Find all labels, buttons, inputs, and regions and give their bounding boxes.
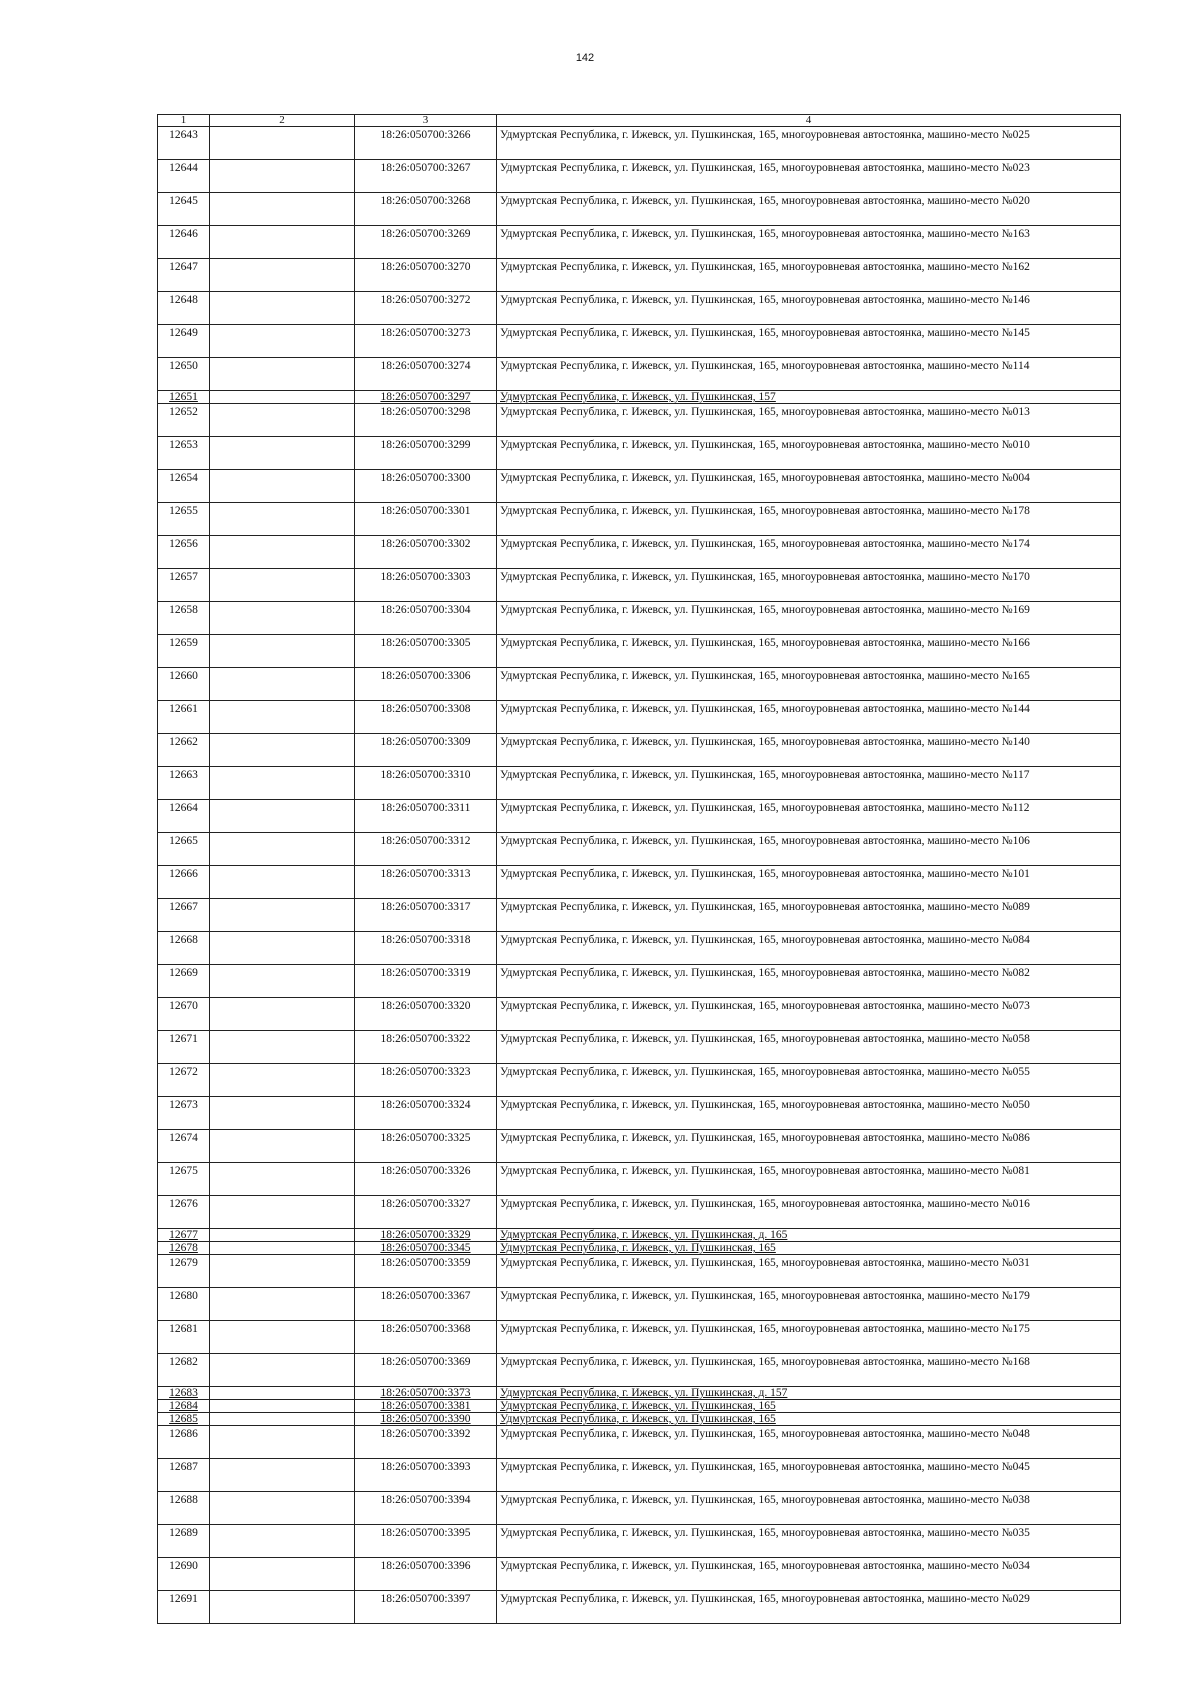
row-number-cell: 12688	[158, 1492, 210, 1525]
table-row	[158, 899, 1121, 932]
cadastral-number-cell: 18:26:050700:3324	[355, 1097, 497, 1130]
address-cell: Удмуртская Республика, г. Ижевск, ул. Пушкинская, 165, многоуровневая автостоянка, машино-место №144	[497, 701, 1121, 734]
table-header	[158, 115, 1121, 127]
cadastral-number-cell: 18:26:050700:3393	[355, 1459, 497, 1492]
table-row	[158, 998, 1121, 1031]
table-row	[158, 701, 1121, 734]
cadastral-number-cell: 18:26:050700:3304	[355, 602, 497, 635]
row-number-cell: 12691	[158, 1591, 210, 1624]
address-cell: Удмуртская Республика, г. Ижевск, ул. Пушкинская, 165	[497, 1413, 1121, 1426]
row-number-cell: 12644	[158, 160, 210, 193]
table-row	[158, 1591, 1121, 1624]
address-cell: Удмуртская Республика, г. Ижевск, ул. Пушкинская, 165, многоуровневая автостоянка, машино-место №013	[497, 404, 1121, 437]
row-number-cell: 12647	[158, 259, 210, 292]
table-row	[158, 127, 1121, 160]
table-row	[158, 404, 1121, 437]
cadastral-number-cell: 18:26:050700:3313	[355, 866, 497, 899]
row-number-cell: 12682	[158, 1354, 210, 1387]
cadastral-number-cell: 18:26:050700:3312	[355, 833, 497, 866]
cadastral-number-cell: 18:26:050700:3368	[355, 1321, 497, 1354]
row-number-cell: 12676	[158, 1196, 210, 1229]
address-cell: Удмуртская Республика, г. Ижевск, ул. Пушкинская, 165, многоуровневая автостоянка, машино-место №010	[497, 437, 1121, 470]
address-cell: Удмуртская Республика, г. Ижевск, ул. Пушкинская, 165, многоуровневая автостоянка, машино-место №174	[497, 536, 1121, 569]
cadastral-number-cell: 18:26:050700:3306	[355, 668, 497, 701]
table-row	[158, 325, 1121, 358]
table-row	[158, 470, 1121, 503]
row-empty-cell	[210, 998, 355, 1031]
row-empty-cell	[210, 391, 355, 404]
table-row	[158, 1196, 1121, 1229]
cadastral-number-cell: 18:26:050700:3395	[355, 1525, 497, 1558]
row-empty-cell	[210, 193, 355, 226]
cadastral-number-cell: 18:26:050700:3270	[355, 259, 497, 292]
cadastral-number-cell: 18:26:050700:3300	[355, 470, 497, 503]
table-row	[158, 1064, 1121, 1097]
address-cell: Удмуртская Республика, г. Ижевск, ул. Пушкинская, 165, многоуровневая автостоянка, машино-место №086	[497, 1130, 1121, 1163]
table-row	[158, 602, 1121, 635]
row-number-cell: 12669	[158, 965, 210, 998]
address-cell: Удмуртская Республика, г. Ижевск, ул. Пушкинская, 165, многоуровневая автостоянка, машино-место №025	[497, 127, 1121, 160]
row-empty-cell	[210, 1130, 355, 1163]
row-number-cell: 12670	[158, 998, 210, 1031]
table-row	[158, 866, 1121, 899]
address-cell: Удмуртская Республика, г. Ижевск, ул. Пушкинская, 165, многоуровневая автостоянка, машино-место №089	[497, 899, 1121, 932]
row-empty-cell	[210, 536, 355, 569]
table-row	[158, 1459, 1121, 1492]
row-empty-cell	[210, 1591, 355, 1624]
address-cell: Удмуртская Республика, г. Ижевск, ул. Пушкинская, 165, многоуровневая автостоянка, машино-место №050	[497, 1097, 1121, 1130]
table-row	[158, 437, 1121, 470]
registry-table	[157, 114, 1121, 1624]
row-number-cell: 12681	[158, 1321, 210, 1354]
address-cell: Удмуртская Республика, г. Ижевск, ул. Пушкинская, 165, многоуровневая автостоянка, машино-место №112	[497, 800, 1121, 833]
row-number-cell: 12649	[158, 325, 210, 358]
table-row	[158, 569, 1121, 602]
cadastral-number-cell: 18:26:050700:3318	[355, 932, 497, 965]
table-row	[158, 635, 1121, 668]
row-number-cell: 12660	[158, 668, 210, 701]
cadastral-number-cell: 18:26:050700:3373	[355, 1387, 497, 1400]
address-cell: Удмуртская Республика, г. Ижевск, ул. Пушкинская, 165, многоуровневая автостоянка, машино-место №166	[497, 635, 1121, 668]
table-row	[158, 1492, 1121, 1525]
row-empty-cell	[210, 866, 355, 899]
row-empty-cell	[210, 160, 355, 193]
table-row	[158, 536, 1121, 569]
address-cell: Удмуртская Республика, г. Ижевск, ул. Пушкинская, 165, многоуровневая автостоянка, машино-место №106	[497, 833, 1121, 866]
row-empty-cell	[210, 767, 355, 800]
row-empty-cell	[210, 833, 355, 866]
address-cell: Удмуртская Республика, г. Ижевск, ул. Пушкинская, 165, многоуровневая автостоянка, машино-место №031	[497, 1255, 1121, 1288]
row-number-cell: 12650	[158, 358, 210, 391]
address-cell: Удмуртская Республика, г. Ижевск, ул. Пушкинская, 165, многоуровневая автостоянка, машино-место №004	[497, 470, 1121, 503]
cadastral-number-cell: 18:26:050700:3319	[355, 965, 497, 998]
row-empty-cell	[210, 734, 355, 767]
address-cell: Удмуртская Республика, г. Ижевск, ул. Пушкинская, 165, многоуровневая автостоянка, машино-место №163	[497, 226, 1121, 259]
table-row	[158, 1558, 1121, 1591]
row-number-cell: 12678	[158, 1242, 210, 1255]
row-number-cell: 12675	[158, 1163, 210, 1196]
row-empty-cell	[210, 292, 355, 325]
cadastral-number-cell: 18:26:050700:3303	[355, 569, 497, 602]
address-cell: Удмуртская Республика, г. Ижевск, ул. Пушкинская, 165, многоуровневая автостоянка, машино-место №073	[497, 998, 1121, 1031]
row-number-cell: 12659	[158, 635, 210, 668]
table-row	[158, 1242, 1121, 1255]
cadastral-number-cell: 18:26:050700:3310	[355, 767, 497, 800]
address-cell: Удмуртская Республика, г. Ижевск, ул. Пушкинская, 165, многоуровневая автостоянка, машино-место №170	[497, 569, 1121, 602]
row-empty-cell	[210, 1196, 355, 1229]
cadastral-number-cell: 18:26:050700:3274	[355, 358, 497, 391]
row-empty-cell	[210, 1558, 355, 1591]
row-empty-cell	[210, 1400, 355, 1413]
cadastral-number-cell: 18:26:050700:3326	[355, 1163, 497, 1196]
cadastral-number-cell: 18:26:050700:3369	[355, 1354, 497, 1387]
row-number-cell: 12664	[158, 800, 210, 833]
row-number-cell: 12645	[158, 193, 210, 226]
page-number: 142	[575, 52, 595, 64]
cadastral-number-cell: 18:26:050700:3299	[355, 437, 497, 470]
column-header-1: 1	[158, 115, 210, 127]
row-number-cell: 12686	[158, 1426, 210, 1459]
address-cell: Удмуртская Республика, г. Ижевск, ул. Пушкинская, 165, многоуровневая автостоянка, машино-место №101	[497, 866, 1121, 899]
row-number-cell: 12672	[158, 1064, 210, 1097]
cadastral-number-cell: 18:26:050700:3298	[355, 404, 497, 437]
row-number-cell: 12667	[158, 899, 210, 932]
table-row	[158, 1163, 1121, 1196]
row-empty-cell	[210, 932, 355, 965]
table-row	[158, 1130, 1121, 1163]
row-number-cell: 12648	[158, 292, 210, 325]
row-empty-cell	[210, 1288, 355, 1321]
row-empty-cell	[210, 602, 355, 635]
row-number-cell: 12658	[158, 602, 210, 635]
address-cell: Удмуртская Республика, г. Ижевск, ул. Пушкинская, 165, многоуровневая автостоянка, машино-место №038	[497, 1492, 1121, 1525]
row-number-cell: 12656	[158, 536, 210, 569]
row-empty-cell	[210, 1525, 355, 1558]
table-row	[158, 1413, 1121, 1426]
address-cell: Удмуртская Республика, г. Ижевск, ул. Пушкинская, 165, многоуровневая автостоянка, машино-место №178	[497, 503, 1121, 536]
row-number-cell: 12687	[158, 1459, 210, 1492]
address-cell: Удмуртская Республика, г. Ижевск, ул. Пушкинская, д. 157	[497, 1387, 1121, 1400]
table-row	[158, 259, 1121, 292]
address-cell: Удмуртская Республика, г. Ижевск, ул. Пушкинская, 165, многоуровневая автостоянка, машино-место №016	[497, 1196, 1121, 1229]
cadastral-number-cell: 18:26:050700:3396	[355, 1558, 497, 1591]
row-empty-cell	[210, 899, 355, 932]
row-empty-cell	[210, 1492, 355, 1525]
table-row	[158, 391, 1121, 404]
address-cell: Удмуртская Республика, г. Ижевск, ул. Пушкинская, 165, многоуровневая автостоянка, машино-место №165	[497, 668, 1121, 701]
header-row	[158, 115, 1121, 127]
address-cell: Удмуртская Республика, г. Ижевск, ул. Пушкинская, 165, многоуровневая автостоянка, машино-место №117	[497, 767, 1121, 800]
table-row	[158, 1426, 1121, 1459]
cadastral-number-cell: 18:26:050700:3297	[355, 391, 497, 404]
cadastral-number-cell: 18:26:050700:3308	[355, 701, 497, 734]
address-cell: Удмуртская Республика, г. Ижевск, ул. Пушкинская, 165, многоуровневая автостоянка, машино-место №162	[497, 259, 1121, 292]
cadastral-number-cell: 18:26:050700:3392	[355, 1426, 497, 1459]
row-empty-cell	[210, 226, 355, 259]
address-cell: Удмуртская Республика, г. Ижевск, ул. Пушкинская, 165, многоуровневая автостоянка, машино-место №035	[497, 1525, 1121, 1558]
cadastral-number-cell: 18:26:050700:3322	[355, 1031, 497, 1064]
cadastral-number-cell: 18:26:050700:3269	[355, 226, 497, 259]
address-cell: Удмуртская Республика, г. Ижевск, ул. Пушкинская, 165, многоуровневая автостоянка, машино-место №140	[497, 734, 1121, 767]
address-cell: Удмуртская Республика, г. Ижевск, ул. Пушкинская, 165, многоуровневая автостоянка, машино-место №145	[497, 325, 1121, 358]
row-number-cell: 12685	[158, 1413, 210, 1426]
row-empty-cell	[210, 701, 355, 734]
row-number-cell: 12684	[158, 1400, 210, 1413]
table-row	[158, 358, 1121, 391]
cadastral-number-cell: 18:26:050700:3320	[355, 998, 497, 1031]
table-row	[158, 1387, 1121, 1400]
table-row	[158, 932, 1121, 965]
row-number-cell: 12651	[158, 391, 210, 404]
address-cell: Удмуртская Республика, г. Ижевск, ул. Пушкинская, 165, многоуровневая автостоянка, машино-место №179	[497, 1288, 1121, 1321]
table-row	[158, 292, 1121, 325]
table-row	[158, 1031, 1121, 1064]
row-empty-cell	[210, 965, 355, 998]
row-number-cell: 12668	[158, 932, 210, 965]
cadastral-number-cell: 18:26:050700:3359	[355, 1255, 497, 1288]
address-cell: Удмуртская Республика, г. Ижевск, ул. Пушкинская, 165	[497, 1242, 1121, 1255]
row-empty-cell	[210, 1031, 355, 1064]
cadastral-number-cell: 18:26:050700:3367	[355, 1288, 497, 1321]
row-number-cell: 12662	[158, 734, 210, 767]
cadastral-number-cell: 18:26:050700:3309	[355, 734, 497, 767]
row-number-cell: 12663	[158, 767, 210, 800]
row-number-cell: 12680	[158, 1288, 210, 1321]
table-row	[158, 1288, 1121, 1321]
row-empty-cell	[210, 1097, 355, 1130]
column-header-3: 3	[355, 115, 497, 127]
address-cell: Удмуртская Республика, г. Ижевск, ул. Пушкинская, 165, многоуровневая автостоянка, машино-место №114	[497, 358, 1121, 391]
table-row	[158, 833, 1121, 866]
row-empty-cell	[210, 800, 355, 833]
row-empty-cell	[210, 259, 355, 292]
row-empty-cell	[210, 1242, 355, 1255]
address-cell: Удмуртская Республика, г. Ижевск, ул. Пушкинская, 165, многоуровневая автостоянка, машино-место №081	[497, 1163, 1121, 1196]
row-empty-cell	[210, 1255, 355, 1288]
row-number-cell: 12689	[158, 1525, 210, 1558]
cadastral-number-cell: 18:26:050700:3273	[355, 325, 497, 358]
address-cell: Удмуртская Республика, г. Ижевск, ул. Пушкинская, д. 165	[497, 1229, 1121, 1242]
row-number-cell: 12653	[158, 437, 210, 470]
row-empty-cell	[210, 1354, 355, 1387]
row-number-cell: 12666	[158, 866, 210, 899]
table-row	[158, 668, 1121, 701]
row-number-cell: 12673	[158, 1097, 210, 1130]
row-empty-cell	[210, 470, 355, 503]
cadastral-number-cell: 18:26:050700:3305	[355, 635, 497, 668]
cadastral-number-cell: 18:26:050700:3272	[355, 292, 497, 325]
cadastral-number-cell: 18:26:050700:3317	[355, 899, 497, 932]
cadastral-number-cell: 18:26:050700:3267	[355, 160, 497, 193]
column-header-2: 2	[210, 115, 355, 127]
table-row	[158, 193, 1121, 226]
row-number-cell: 12646	[158, 226, 210, 259]
table-row	[158, 1321, 1121, 1354]
table-row	[158, 734, 1121, 767]
row-empty-cell	[210, 358, 355, 391]
address-cell: Удмуртская Республика, г. Ижевск, ул. Пушкинская, 165, многоуровневая автостоянка, машино-место №029	[497, 1591, 1121, 1624]
row-empty-cell	[210, 569, 355, 602]
column-header-4: 4	[497, 115, 1121, 127]
row-number-cell: 12655	[158, 503, 210, 536]
row-number-cell: 12683	[158, 1387, 210, 1400]
row-number-cell: 12643	[158, 127, 210, 160]
address-cell: Удмуртская Республика, г. Ижевск, ул. Пушкинская, 165, многоуровневая автостоянка, машино-место №082	[497, 965, 1121, 998]
row-empty-cell	[210, 1426, 355, 1459]
row-number-cell: 12661	[158, 701, 210, 734]
cadastral-number-cell: 18:26:050700:3381	[355, 1400, 497, 1413]
table-row	[158, 503, 1121, 536]
row-empty-cell	[210, 404, 355, 437]
cadastral-number-cell: 18:26:050700:3329	[355, 1229, 497, 1242]
row-number-cell: 12690	[158, 1558, 210, 1591]
table-row	[158, 1097, 1121, 1130]
cadastral-number-cell: 18:26:050700:3394	[355, 1492, 497, 1525]
cadastral-number-cell: 18:26:050700:3327	[355, 1196, 497, 1229]
cadastral-number-cell: 18:26:050700:3390	[355, 1413, 497, 1426]
address-cell: Удмуртская Республика, г. Ижевск, ул. Пушкинская, 165, многоуровневая автостоянка, машино-место №023	[497, 160, 1121, 193]
table-row	[158, 1354, 1121, 1387]
address-cell: Удмуртская Республика, г. Ижевск, ул. Пушкинская, 165, многоуровневая автостоянка, машино-место №169	[497, 602, 1121, 635]
cadastral-number-cell: 18:26:050700:3301	[355, 503, 497, 536]
row-empty-cell	[210, 1163, 355, 1196]
row-empty-cell	[210, 1064, 355, 1097]
cadastral-number-cell: 18:26:050700:3345	[355, 1242, 497, 1255]
address-cell: Удмуртская Республика, г. Ижевск, ул. Пушкинская, 165, многоуровневая автостоянка, машино-место №045	[497, 1459, 1121, 1492]
cadastral-number-cell: 18:26:050700:3268	[355, 193, 497, 226]
row-empty-cell	[210, 668, 355, 701]
row-empty-cell	[210, 1321, 355, 1354]
row-number-cell: 12671	[158, 1031, 210, 1064]
row-empty-cell	[210, 503, 355, 536]
cadastral-number-cell: 18:26:050700:3325	[355, 1130, 497, 1163]
address-cell: Удмуртская Республика, г. Ижевск, ул. Пушкинская, 165, многоуровневая автостоянка, машино-место №020	[497, 193, 1121, 226]
row-number-cell: 12652	[158, 404, 210, 437]
row-number-cell: 12679	[158, 1255, 210, 1288]
row-empty-cell	[210, 127, 355, 160]
table-row	[158, 800, 1121, 833]
row-empty-cell	[210, 325, 355, 358]
table-row	[158, 1400, 1121, 1413]
row-number-cell: 12657	[158, 569, 210, 602]
row-empty-cell	[210, 1413, 355, 1426]
address-cell: Удмуртская Республика, г. Ижевск, ул. Пушкинская, 165, многоуровневая автостоянка, машино-место №034	[497, 1558, 1121, 1591]
address-cell: Удмуртская Республика, г. Ижевск, ул. Пушкинская, 157	[497, 391, 1121, 404]
address-cell: Удмуртская Республика, г. Ижевск, ул. Пушкинская, 165, многоуровневая автостоянка, машино-место №058	[497, 1031, 1121, 1064]
row-empty-cell	[210, 437, 355, 470]
row-empty-cell	[210, 1229, 355, 1242]
address-cell: Удмуртская Республика, г. Ижевск, ул. Пушкинская, 165, многоуровневая автостоянка, машино-место №175	[497, 1321, 1121, 1354]
row-number-cell: 12665	[158, 833, 210, 866]
cadastral-number-cell: 18:26:050700:3302	[355, 536, 497, 569]
table-row	[158, 226, 1121, 259]
table-row	[158, 1255, 1121, 1288]
row-empty-cell	[210, 1387, 355, 1400]
cadastral-number-cell: 18:26:050700:3397	[355, 1591, 497, 1624]
cadastral-number-cell: 18:26:050700:3311	[355, 800, 497, 833]
address-cell: Удмуртская Республика, г. Ижевск, ул. Пушкинская, 165	[497, 1400, 1121, 1413]
address-cell: Удмуртская Республика, г. Ижевск, ул. Пушкинская, 165, многоуровневая автостоянка, машино-место №048	[497, 1426, 1121, 1459]
cadastral-number-cell: 18:26:050700:3323	[355, 1064, 497, 1097]
row-number-cell: 12677	[158, 1229, 210, 1242]
row-empty-cell	[210, 1459, 355, 1492]
row-empty-cell	[210, 635, 355, 668]
address-cell: Удмуртская Республика, г. Ижевск, ул. Пушкинская, 165, многоуровневая автостоянка, машино-место №084	[497, 932, 1121, 965]
table-row	[158, 767, 1121, 800]
table-row	[158, 1229, 1121, 1242]
table-row	[158, 160, 1121, 193]
address-cell: Удмуртская Республика, г. Ижевск, ул. Пушкинская, 165, многоуровневая автостоянка, машино-место №168	[497, 1354, 1121, 1387]
table-row	[158, 1525, 1121, 1558]
address-cell: Удмуртская Республика, г. Ижевск, ул. Пушкинская, 165, многоуровневая автостоянка, машино-место №055	[497, 1064, 1121, 1097]
address-cell: Удмуртская Республика, г. Ижевск, ул. Пушкинская, 165, многоуровневая автостоянка, машино-место №146	[497, 292, 1121, 325]
table-row	[158, 965, 1121, 998]
cadastral-number-cell: 18:26:050700:3266	[355, 127, 497, 160]
row-number-cell: 12654	[158, 470, 210, 503]
table-body	[158, 127, 1121, 1624]
row-number-cell: 12674	[158, 1130, 210, 1163]
